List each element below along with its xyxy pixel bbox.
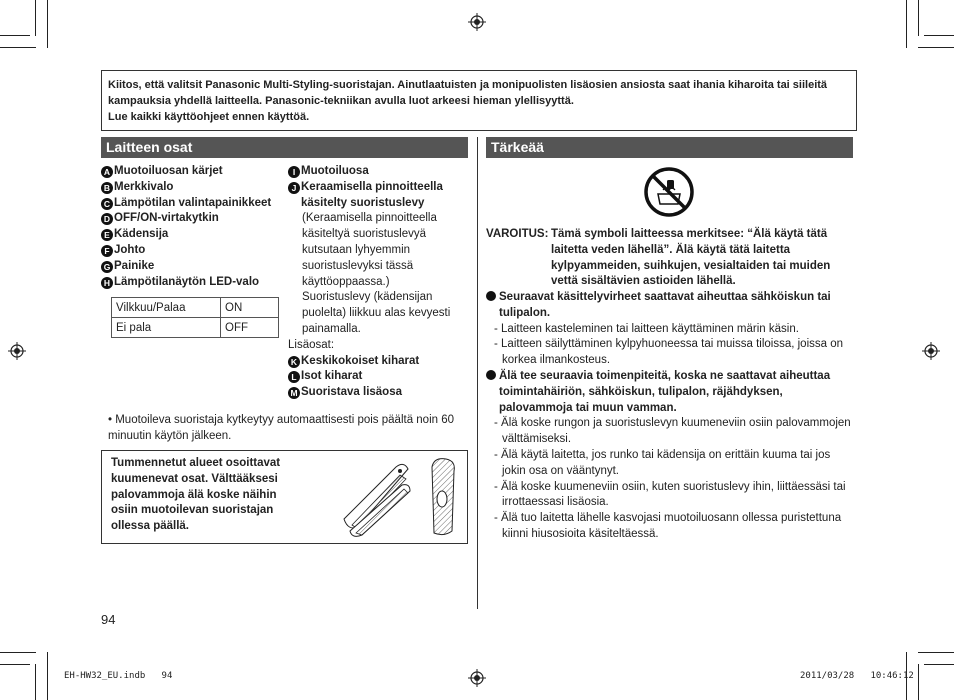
part-label: Merkkivalo (114, 180, 174, 193)
crop-mark (0, 664, 30, 665)
part-item-b (101, 180, 286, 196)
registration-mark-icon (922, 342, 940, 360)
auto-off-note: • Muotoileva suoristaja kytkeytyy automaattisesti pois päältä noin 60 minuutin käytön jälkeen. (108, 414, 455, 442)
accessory-item-k (288, 354, 466, 370)
column-divider (477, 137, 478, 609)
footer-timestamp: 2011/03/28 10:46:12 (800, 671, 914, 681)
part-label: Kädensija (114, 228, 169, 241)
accessory-label: Keskikokoiset kiharat (301, 354, 420, 367)
section-header-important: Tärkeää (486, 137, 853, 158)
table-cell: ON (221, 298, 279, 318)
letter-badge: F (101, 245, 113, 257)
table-row (112, 318, 279, 338)
list-item: - Älä tuo laitetta lähelle kasvojasi muotoiluosann ollessa puristettuna kiinni hiusosioita käsiteltäessä. (494, 512, 842, 540)
registration-mark-icon (8, 342, 26, 360)
crop-mark (0, 652, 36, 653)
crop-mark (918, 664, 919, 700)
list-item: - Laitteen kasteleminen tai laitteen käyttäminen märin käsin. (494, 322, 799, 335)
registration-mark-icon (468, 669, 486, 687)
section-header-parts: Laitteen osat (101, 137, 468, 158)
crop-mark (918, 47, 954, 48)
accessory-label: Suoristava lisäosa (301, 386, 402, 399)
table-cell: OFF (221, 318, 279, 338)
led-status-table (111, 297, 279, 338)
styler-illustration-icon (334, 457, 462, 539)
desc-line: käsiteltyä suoristuslevyä (302, 228, 426, 241)
plate-description (288, 211, 466, 337)
desc-line: Suoristuslevy (kädensijan (302, 291, 433, 304)
part-label: Lämpötilanäytön LED-valo (114, 275, 260, 288)
part-label: Painike (114, 259, 155, 272)
part-item-g (101, 259, 286, 275)
part-label: Lämpötilan valintapainikkeet (114, 196, 272, 209)
crop-mark (0, 47, 36, 48)
list-item: - Älä koske rungon ja suoristuslevyn kuumeneviin osiin palovammojen välttämiseksi. (494, 417, 851, 446)
desc-line: painamalla. (302, 322, 361, 335)
part-item-f (101, 243, 286, 259)
section-heading: Älä tee seuraavia toimenpiteitä, koska ne saattavat aiheuttaa toimintahäiriön, sähköiskun, tulipalon, räjähdyksen, palovammoja tai muun vamman. (486, 369, 853, 416)
crop-mark (0, 35, 30, 36)
hot-parts-warning: Tummennetut alueet osoittavat kuumenevat osat. Välttääksesi palovammoja älä koske näihin osiin muotoilevan suoristajan ollessa päällä. (111, 457, 281, 533)
letter-badge: H (101, 277, 113, 289)
crop-mark (924, 35, 954, 36)
letter-badge: D (101, 213, 113, 225)
no-water-bath-icon (643, 166, 695, 218)
desc-line: (Keraamisella pinnoitteella (302, 212, 437, 225)
parts-list-left (101, 164, 286, 290)
section-heading: Seuraavat käsittelyvirheet saattavat aiheuttaa sähköiskun tai tulipalon. (486, 290, 853, 322)
accessory-item-l (288, 369, 466, 385)
bullet-icon (486, 370, 496, 380)
table-cell: Vilkkuu/Palaa (112, 298, 221, 318)
part-item-h (101, 275, 286, 291)
hazard-section-2 (486, 369, 853, 543)
list-item: - Älä käytä laitetta, jos runko tai kädensija on erittäin kuuma tai jos jokin osa on vääntynyt. (494, 448, 831, 477)
letter-badge: E (101, 229, 113, 241)
letter-badge: A (101, 166, 113, 178)
letter-badge: C (101, 198, 113, 210)
part-label: Muotoiluosa (301, 165, 369, 177)
list-item: - Älä koske kuumeneviin osiin, kuten suoristuslevy ihin, liittäessäsi tai irrottaessasi lisäosia. (494, 480, 846, 509)
bullet-icon (486, 291, 496, 301)
part-label: Keraamisella pinnoitteella käsitelty suoristuslevy (301, 180, 443, 209)
part-label: OFF/ON-virtakytkin (114, 212, 219, 225)
letter-badge: B (101, 182, 113, 194)
warning-block (486, 227, 848, 290)
desc-line: käyttöoppaassa.) (302, 275, 390, 288)
hot-parts-box (101, 450, 468, 544)
intro-text: Kiitos, että valitsit Panasonic Multi-Styling-suoristajan. Ainutlaatuisten ja monipuolisten lisäosien ansiosta saat ihania kiharoita tai siileitä kampauksia yhdellä laitteella. Panasonic-tekniikan avulla luot arkeesi hieman ylellisyyttä. (108, 79, 828, 107)
accessory-item-m (288, 385, 466, 401)
accessories-label: Lisäosat: (288, 338, 335, 351)
part-label: Muotoiluosan kärjet (114, 165, 223, 177)
part-item-j (288, 180, 466, 212)
intro-box (101, 70, 857, 131)
list-item: - Laitteen säilyttäminen kylpyhuoneessa tai muissa tiloissa, joissa on korkea ilmankosteus. (494, 338, 844, 367)
letter-badge: M (288, 387, 300, 399)
table-cell: Ei pala (112, 318, 221, 338)
page-number: 94 (101, 612, 116, 627)
read-instructions: Lue kaikki käyttöohjeet ennen käyttöä. (108, 111, 310, 123)
crop-mark (47, 0, 48, 48)
letter-badge: I (288, 166, 300, 178)
part-item-i (288, 164, 466, 180)
crop-mark (924, 664, 954, 665)
crop-mark (906, 0, 907, 48)
crop-mark (35, 0, 36, 36)
desc-line: puolelta) liikkuu alas kevyesti (302, 307, 451, 320)
letter-badge: J (288, 182, 300, 194)
part-item-a (101, 164, 286, 180)
parts-list-right (288, 164, 466, 401)
letter-badge: G (101, 261, 113, 273)
footer-file: EH-HW32_EU.indb 94 (64, 671, 173, 681)
hazard-section-1 (486, 290, 853, 369)
letter-badge: L (288, 371, 300, 383)
letter-badge: K (288, 356, 300, 368)
desc-line: suoristuslevyksi tässä (302, 259, 414, 272)
warning-text: Tämä symboli laitteessa merkitsee: “Älä käytä tätä laitetta veden lähellä”. Älä käytä tätä laitetta kylpyammeiden, suihkujen, vesialtaiden tai muiden vettä sisältävien astioiden lähellä. (551, 228, 831, 288)
part-item-d (101, 211, 286, 227)
crop-mark (35, 664, 36, 700)
warning-label: VAROITUS: (486, 228, 549, 240)
crop-mark (47, 652, 48, 700)
accessory-label: Isot kiharat (301, 370, 363, 383)
desc-line: kutsutaan lyhyemmin (302, 243, 411, 256)
part-item-e (101, 227, 286, 243)
registration-mark-icon (468, 13, 486, 31)
part-item-c (101, 196, 286, 212)
table-row (112, 298, 279, 318)
crop-mark (918, 652, 954, 653)
part-label: Johto (114, 243, 146, 256)
crop-mark (918, 0, 919, 36)
